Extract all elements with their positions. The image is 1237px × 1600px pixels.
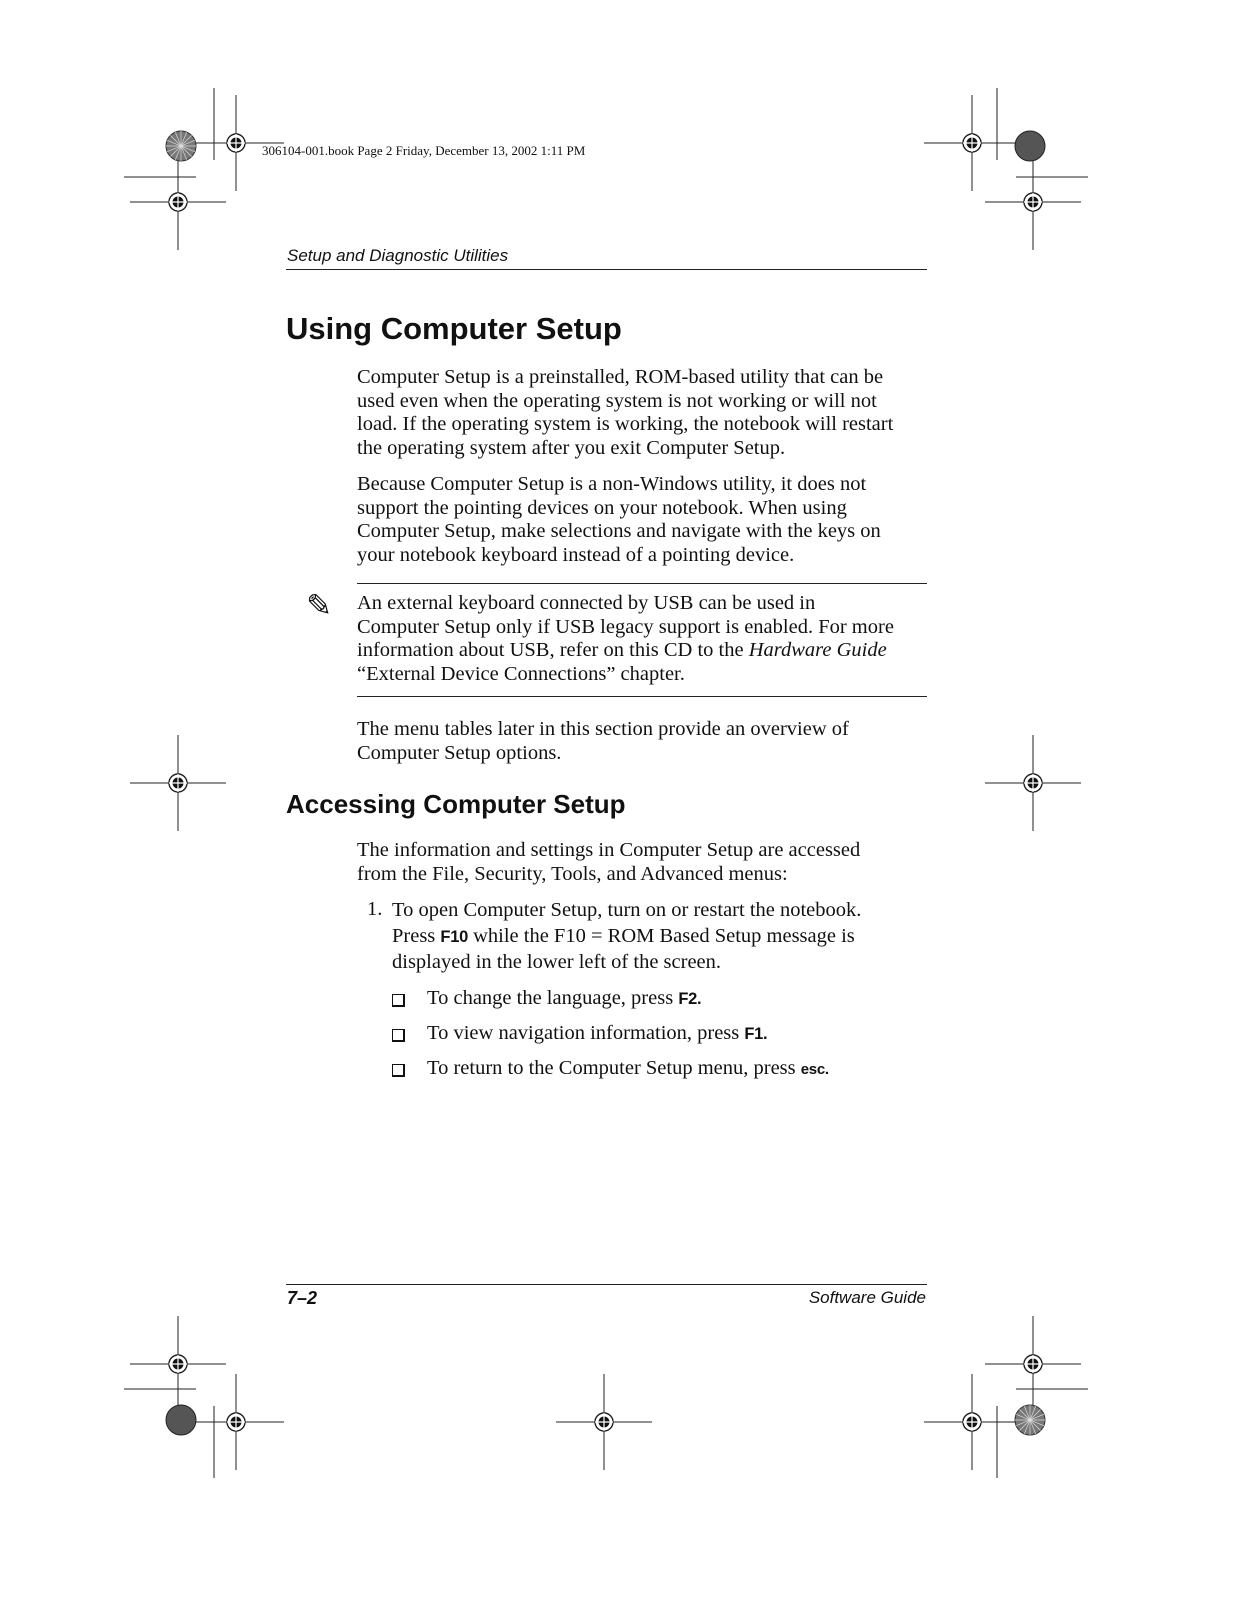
header-rule [286,269,927,270]
print-slug: 306104-001.book Page 2 Friday, December 13, 2002 1:11 PM [262,143,586,158]
note-bottom-rule [357,696,927,697]
text-line: Computer Setup is a preinstalled, ROM-based utility that can be [357,366,884,388]
text-line: To open Computer Setup, turn on or restart the notebook. [392,899,862,921]
text-line: displayed in the lower left of the screen. [392,951,722,973]
substep-text: To view navigation information, press [427,1022,745,1044]
step-text-segment: while the F10 = ROM Based Setup message is [467,924,855,947]
substep-text: To return to the Computer Setup menu, press [427,1057,801,1079]
step-number: 1. [367,898,383,920]
text-line: from the File, Security, Tools, and Advanced menus: [357,862,788,885]
text-line: An external keyboard connected by USB can be used in [357,592,816,614]
hardware-guide-title: Hardware Guide [748,639,887,662]
intro-paragraph-1 [357,366,932,460]
pencil-note-icon: ✎ [306,588,332,624]
substep-text: To change the language, press [427,987,679,1009]
text-line: load. If the operating system is working, the notebook will restart [357,413,894,436]
overview-paragraph [357,718,932,765]
text-line [392,924,932,951]
access-paragraph [357,839,932,886]
footer-book-title: Software Guide [808,1288,926,1307]
intro-paragraph-2 [357,473,932,567]
text-line [357,639,932,663]
text-line: Because Computer Setup is a non-Windows utility, it does not [357,473,867,495]
key-f1: F1. [744,1025,768,1043]
substep-item [427,987,701,1010]
key-f10: F10 [440,927,468,946]
text-line: The menu tables later in this section provide an overview of [357,718,849,740]
key-f2: F2. [678,990,702,1008]
page-title: Using Computer Setup [286,311,622,346]
section-heading: Accessing Computer Setup [286,789,626,819]
text-line: Computer Setup, make selections and navigate with the keys on [357,520,881,543]
text-line: Computer Setup only if USB legacy support is enabled. For more [357,615,894,638]
text-line: “External Device Connections” chapter. [357,662,685,685]
note-text [357,592,932,686]
text-line: used even when the operating system is not working or will not [357,389,877,412]
checkbox-bullet-icon [392,1064,405,1077]
page-number: 7–2 [287,1288,318,1308]
substep-item [427,1057,829,1080]
note-top-rule [357,583,927,584]
text-line: The information and settings in Computer Setup are accessed [357,839,861,861]
footer-rule [286,1284,927,1285]
text-line: the operating system after you exit Computer Setup. [357,436,786,459]
note-text-segment: information about USB, refer on this CD to the [357,639,749,662]
text-line: Computer Setup options. [357,741,562,764]
running-header: Setup and Diagnostic Utilities [287,246,509,265]
substep-item [427,1022,767,1045]
checkbox-bullet-icon [392,1029,405,1042]
text-line: support the pointing devices on your notebook. When using [357,496,847,519]
step-1-text [392,898,932,976]
key-esc: esc. [800,1061,829,1078]
text-line: your notebook keyboard instead of a pointing device. [357,543,795,566]
checkbox-bullet-icon [392,994,405,1007]
step-text-segment: Press [392,924,441,947]
